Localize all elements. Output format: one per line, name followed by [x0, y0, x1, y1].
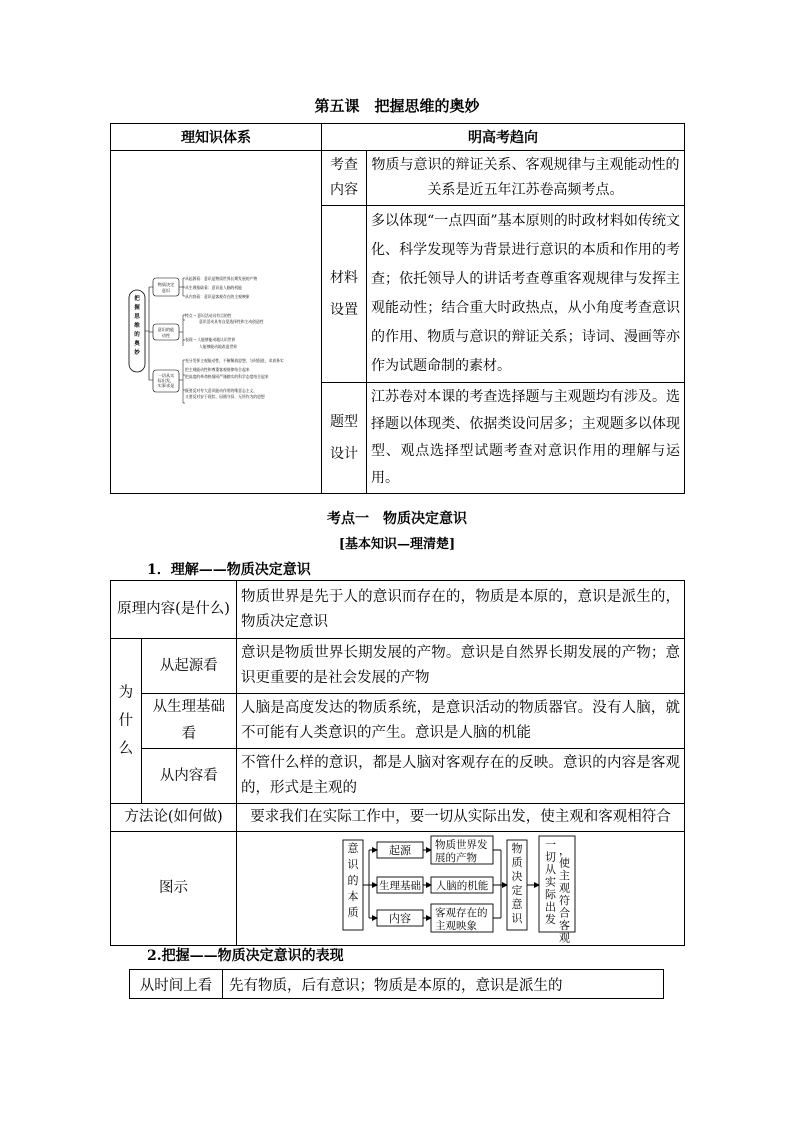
mindmap-cell — [111, 151, 322, 494]
svg-text:又要反对安于现状、因循守旧、无所作为的思想: 又要反对安于现状、因循守旧、无所作为的思想 — [185, 394, 265, 399]
why-physiology-label: 从生理基础看 — [141, 694, 236, 749]
knowledge-system-header: 理知识体系 — [111, 124, 322, 151]
svg-text:际出发，: 际出发， — [157, 378, 175, 383]
svg-text:既要反对夸大意识能动作用的唯意志主义，: 既要反对夸大意识能动作用的唯意志主义， — [185, 388, 258, 393]
diagram-left-label: 意识的本质 — [347, 842, 359, 919]
diagram-label: 图示 — [111, 832, 237, 946]
why-content-text: 不管什么样的意识，都是人脑对客观存在的反映。意识的内容是客观的，形式是主观的 — [237, 749, 685, 804]
material-decides-consciousness-diagram — [237, 832, 684, 945]
section1-heading: 1．理解——物质决定意识 — [147, 562, 311, 578]
svg-text:把主观能动性和尊重客观规律结合起来: 把主观能动性和尊重客观规律结合起来 — [185, 367, 250, 372]
method-label: 方法论(如何做) — [111, 804, 237, 832]
diagram-mid-physiology: 生理基础 — [379, 880, 421, 892]
section2-heading: 2.把握——物质决定意识的表现 — [147, 948, 344, 964]
diagram-mid-origin: 起源 — [389, 844, 411, 857]
row-text-content: 物质与意识的辩证关系、客观规律与主观能动性的关系是近五年江苏卷高频考点。 — [367, 151, 685, 206]
diagram-right-physiology: 人脑的机能 — [435, 880, 489, 892]
understanding-table — [110, 580, 685, 946]
why-physiology-text: 人脑是高度发达的物质系统，是意识活动的物质器官。没有人脑，就不可能有人类意识的产生。意识是人脑的机能 — [237, 694, 685, 749]
time-text: 先有物质，后有意识；物质是本原的，意识是派生的 — [223, 970, 664, 999]
diagram-right-content: 客观存在的主观映象 — [435, 907, 488, 932]
row-label-material: 材料 设置 — [322, 206, 367, 383]
mindmap-leaf: 从起源看：意识是物质世界长期发展的产物 — [185, 276, 258, 281]
why-content-label: 从内容看 — [141, 749, 236, 804]
svg-text:从内容看：意识是客观存在的主观映象: 从内容看：意识是客观存在的主观映象 — [185, 294, 250, 299]
principle-label: 原理内容(是什么) — [111, 581, 237, 639]
row-label-content: 考查 内容 — [322, 151, 367, 206]
diagram-final-label: 一切从实际出发，使主观符合客观 — [545, 838, 570, 945]
exam-trend-header: 明高考趋向 — [322, 124, 685, 151]
diagram-right-origin: 物质世界发展的产物 — [435, 839, 488, 864]
svg-text:人能够能动地改造世界: 人能够能动地改造世界 — [199, 344, 237, 349]
point1-subtitle: [基本知识—理清楚] — [338, 537, 456, 552]
diagram-mid-content: 内容 — [389, 912, 411, 925]
time-label: 从时间上看 — [130, 970, 223, 999]
svg-text:特点 ─ 意识活动具有目的性: 特点 ─ 意识活动具有目的性 — [185, 313, 232, 318]
svg-text:意识活动具有自觉选择性和主动创造性: 意识活动具有自觉选择性和主动创造性 — [199, 319, 264, 324]
why-label: 为 什 么 — [111, 639, 142, 804]
row-label-question-type: 题型 设计 — [322, 383, 367, 494]
why-origin-text: 意识是物质世界长期发展的产物。意识是自然界长期发展的产物；意识更重要的是社会发展的产物 — [237, 639, 685, 694]
principle-text: 物质世界是先于人的意识而存在的，物质是本原的，意识是派生的，物质决定意识 — [237, 581, 685, 639]
svg-text:从生理基础看：意识是人脑的机能: 从生理基础看：意识是人脑的机能 — [185, 285, 242, 290]
why-origin-label: 从起源看 — [141, 639, 236, 694]
mindmap-root-box — [129, 290, 145, 372]
mindmap-node-1: 物质决定 — [157, 282, 175, 287]
svg-text:实事求是: 实事求是 — [157, 383, 175, 388]
svg-text:动性: 动性 — [161, 333, 171, 338]
row-text-question-type: 江苏卷对本课的考查选择题与主观题均有涉及。选择题以体现类、依据类设问居多；主观题多以体现型、观点选择型试题考查对意识作用的理解与运用。 — [367, 383, 685, 494]
overview-table — [110, 123, 685, 494]
point1-title: 考点一 物质决定意识 — [327, 511, 467, 527]
manifestation-table — [129, 969, 664, 999]
mindmap-root: 把握思维的奥妙 — [134, 296, 140, 356]
svg-text:意识: 意识 — [161, 288, 171, 293]
diagram-result-label: 物质决定意识 — [511, 842, 523, 925]
diagram-cell — [237, 832, 685, 946]
svg-text:表现 ─ 人能够能动地认识世界: 表现 ─ 人能够能动地认识世界 — [185, 337, 236, 342]
page-title: 第五课 把握思维的奥妙 — [314, 97, 480, 115]
knowledge-mindmap — [111, 170, 321, 470]
row-text-material: 多以体现“一点四面”基本原则的时政材料如传统文化、科学发现等为背景进行意识的本质和作用的考查；依托领导人的讲话考查尊重客观规律与发挥主观能动性；结合重大时政热点，从小角度考查意识的作用、物质与意识的辩证关系；诗词、漫画等亦作为试题命制的素材。 — [367, 206, 685, 383]
mindmap-node-3: 一切从实 — [157, 373, 175, 378]
method-text: 要求我们在实际工作中，要一切从实际出发，使主观和客观相符合 — [237, 804, 685, 832]
svg-text:把高度的革命热情同严谨踏实的科学态度结合起来: 把高度的革命热情同严谨踏实的科学态度结合起来 — [185, 374, 269, 379]
mindmap-node-2: 意识的能 — [157, 327, 175, 332]
svg-text:充分发挥主观能动性，不断解放思想，与时俱进，求真务实: 充分发挥主观能动性，不断解放思想，与时俱进，求真务实 — [185, 358, 284, 363]
